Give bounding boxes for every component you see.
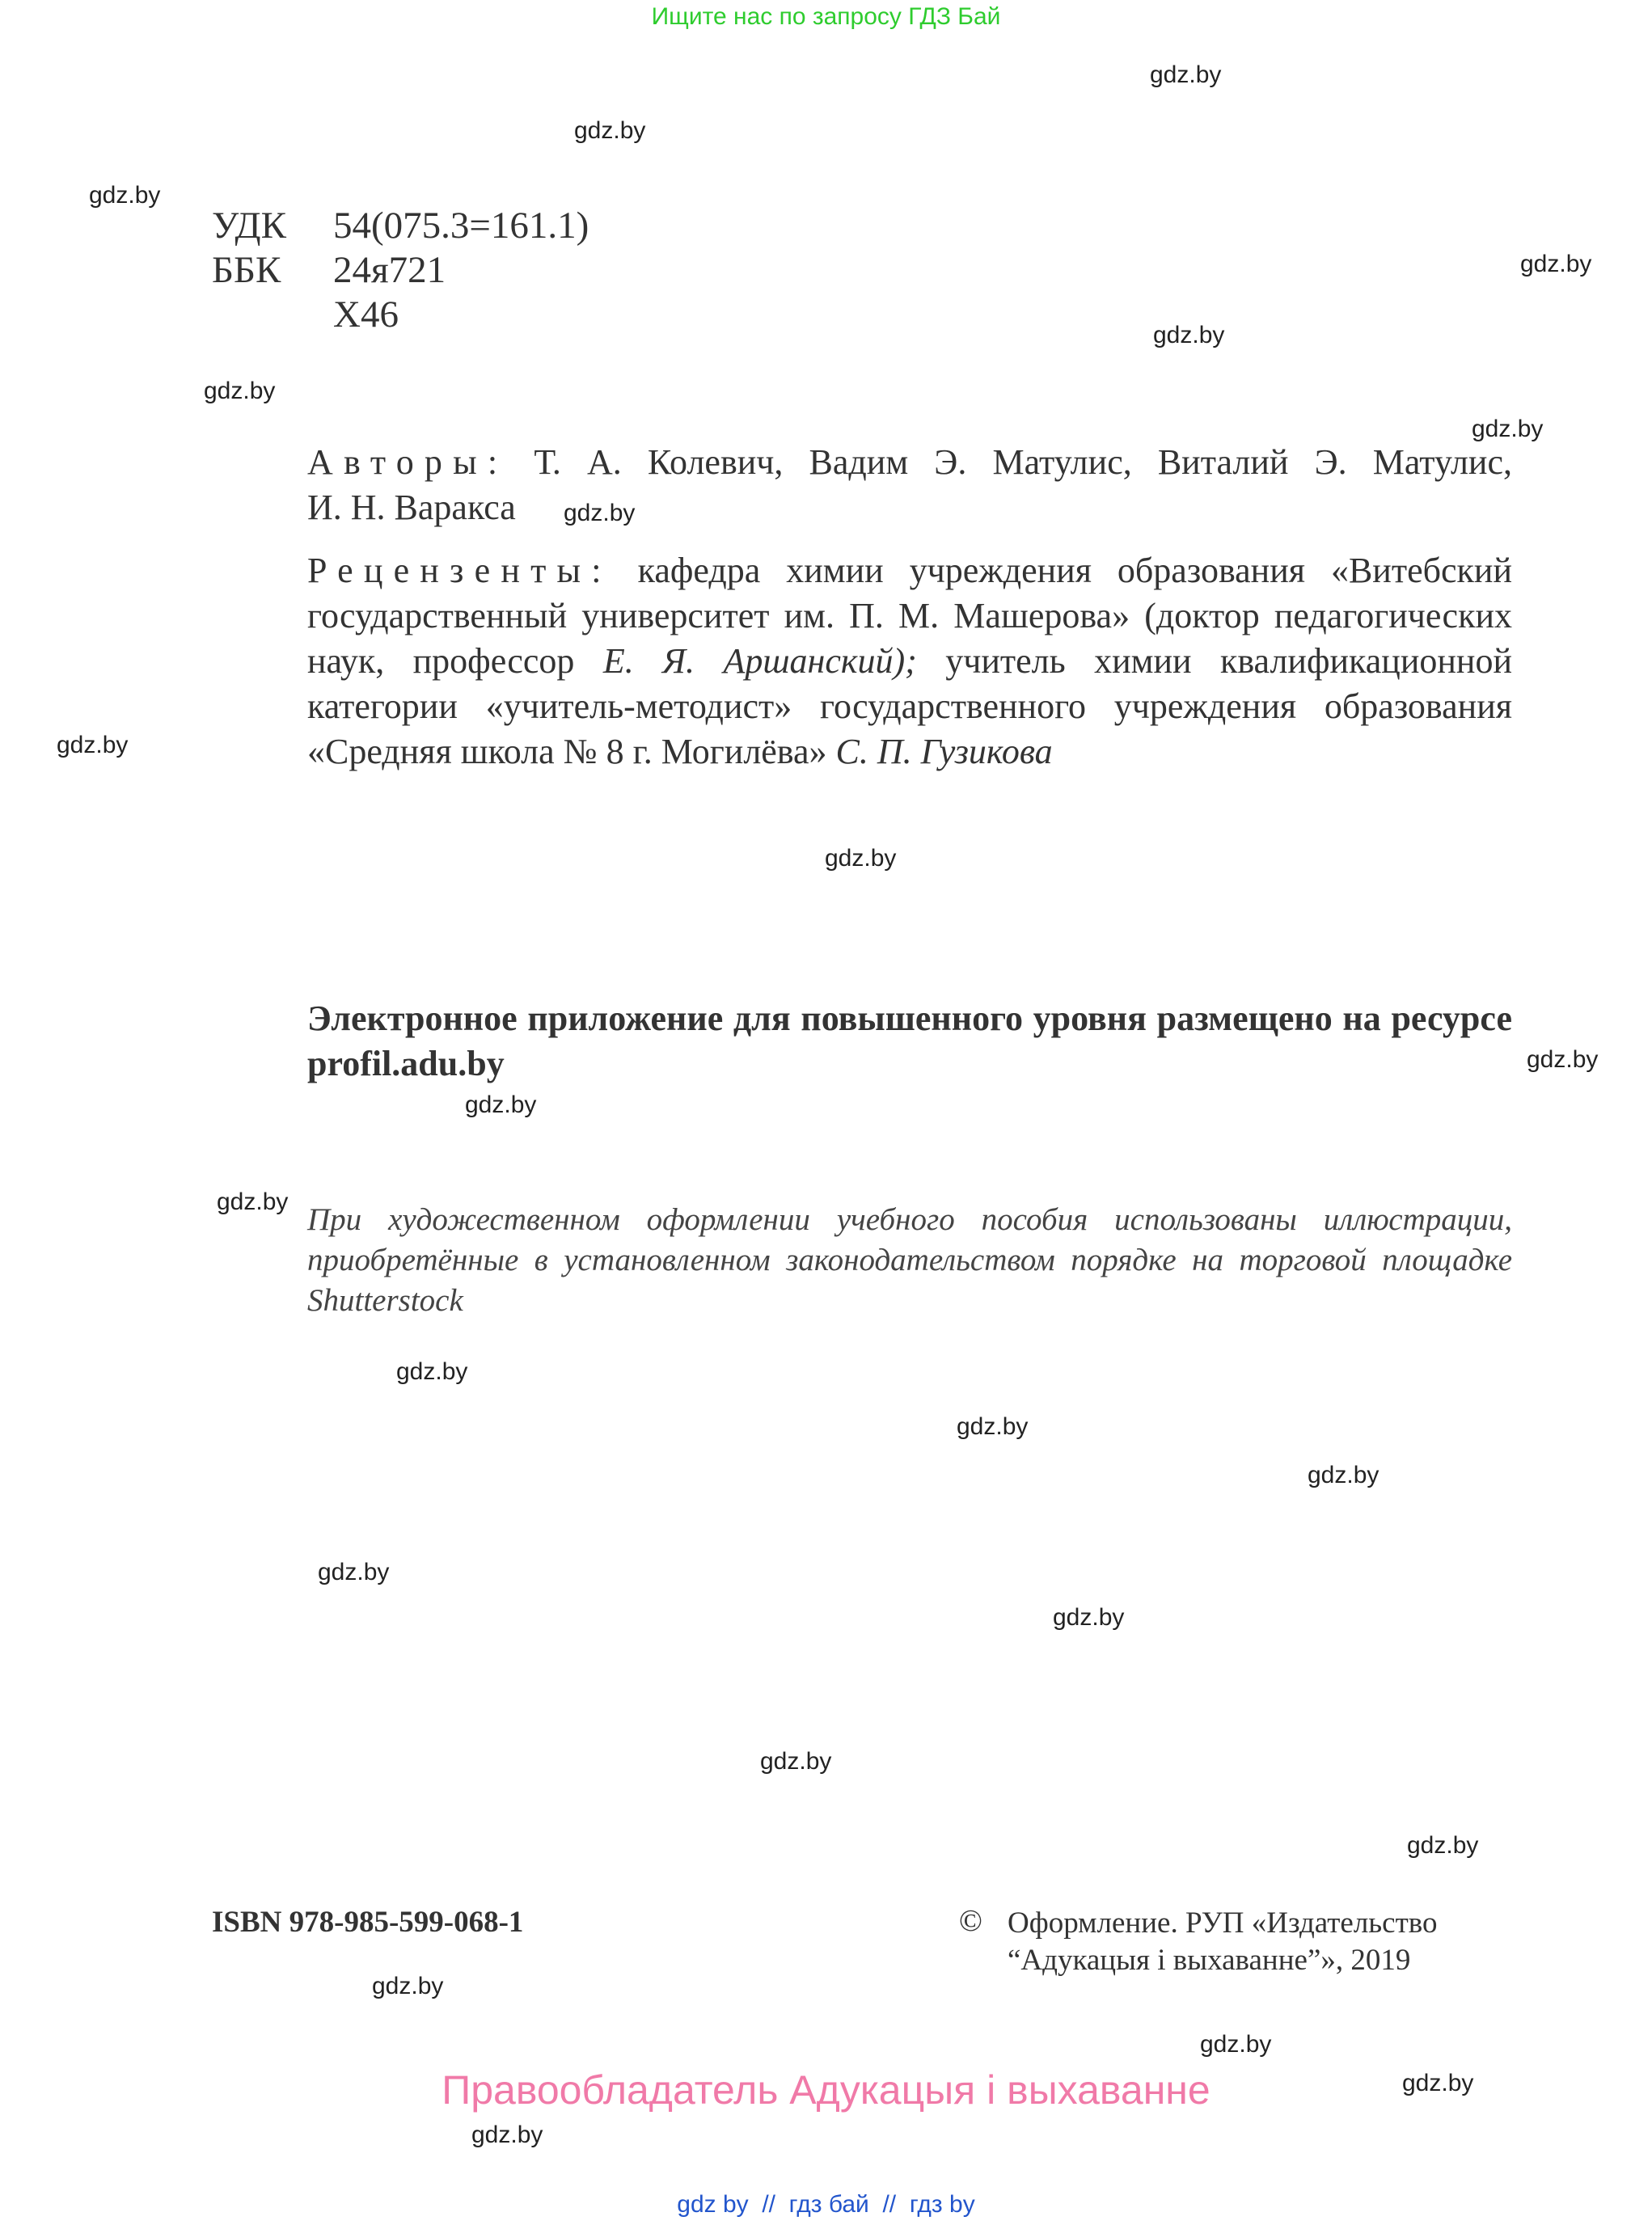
- authors-line1: Т. А. Колевич, Вадим Э. Матулис, Виталий Э. Матулис,: [534, 442, 1512, 482]
- watermark: gdz.by: [1150, 61, 1222, 88]
- watermark: gdz.by: [825, 845, 897, 872]
- watermark: gdz.by: [1407, 1832, 1479, 1859]
- watermark: gdz.by: [204, 378, 276, 404]
- watermark: gdz.by: [574, 117, 646, 144]
- isbn: ISBN 978-985-599-068-1: [212, 1906, 524, 1939]
- copyright-symbol: ©: [959, 1904, 982, 1938]
- watermark: gdz.by: [1527, 1046, 1599, 1073]
- watermark: gdz.by: [372, 1973, 444, 1999]
- footer-links: gdz by // гдз бай // гдз by: [677, 2191, 975, 2218]
- authors-line2: И. Н. Варакса: [307, 488, 516, 527]
- copyright-line2: “Адукацыя і выхаванне”», 2019: [1008, 1944, 1411, 1977]
- watermark: gdz.by: [465, 1091, 537, 1118]
- watermark: gdz.by: [760, 1748, 832, 1775]
- udk-row: [212, 204, 589, 248]
- watermark: gdz.by: [217, 1188, 289, 1215]
- reviewers-label: Рецензенты:: [307, 551, 612, 590]
- watermark: gdz.by: [1402, 2070, 1474, 2096]
- author-mark-row: [212, 293, 589, 337]
- watermark: gdz.by: [957, 1413, 1029, 1440]
- reviewers-text1: кафедра химии учреждения образования «Витебский государственный университет им. П. М. Машерова» (доктор педагогических наук, профессор: [307, 551, 1513, 681]
- watermark: gdz.by: [471, 2122, 543, 2148]
- watermark: gdz.by: [1200, 2031, 1272, 2058]
- watermark: gdz.by: [318, 1559, 390, 1585]
- authors-paragraph: [307, 440, 1512, 530]
- rights-holder: Правообладатель Адукацыя і выхаванне: [442, 2067, 1210, 2113]
- catalog-block: [212, 204, 589, 337]
- watermark: gdz.by: [396, 1358, 468, 1385]
- watermark: gdz.by: [564, 500, 636, 526]
- udk-label: УДК: [212, 205, 286, 247]
- reviewers-text2: учитель химии квалификационной категории «учитель-методист» государственного учреждения образования «Средняя школа № 8 г. Могилёва»: [307, 641, 1513, 771]
- top-banner: Ищите нас по запросу ГДЗ Бай: [651, 3, 1001, 30]
- illustrations-note: При художественном оформлении учебного пособия использованы иллюстрации, приобретённые в установленном законодательством порядке на торговой площадке Shutterstock: [307, 1202, 1512, 1318]
- bbk-row: [212, 248, 589, 293]
- reviewers-paragraph: [307, 548, 1512, 775]
- watermark: gdz.by: [89, 182, 161, 209]
- bbk-label: ББК: [212, 249, 281, 291]
- author-mark: Х46: [333, 293, 399, 336]
- electronic-app-note: Электронное приложение для повышенного уровня размещено на ресурсе profil.adu.by: [307, 999, 1512, 1083]
- reviewer-name2: С. П. Гузикова: [835, 732, 1053, 771]
- authors-label: Авторы:: [307, 442, 509, 482]
- copyright-text: [1008, 1905, 1437, 1979]
- watermark: gdz.by: [1053, 1604, 1125, 1631]
- watermark: gdz.by: [1153, 322, 1225, 348]
- watermark: gdz.by: [1472, 416, 1544, 442]
- copyright-line1: Оформление. РУП «Издательство: [1008, 1906, 1438, 1940]
- udk-value: 54(075.3=161.1): [333, 205, 589, 247]
- watermark: gdz.by: [1308, 1462, 1379, 1488]
- watermark: gdz.by: [57, 732, 129, 758]
- watermark: gdz.by: [1520, 251, 1592, 277]
- reviewer-name1: Е. Я. Аршанский);: [602, 641, 917, 681]
- bbk-value: 24я721: [333, 249, 446, 291]
